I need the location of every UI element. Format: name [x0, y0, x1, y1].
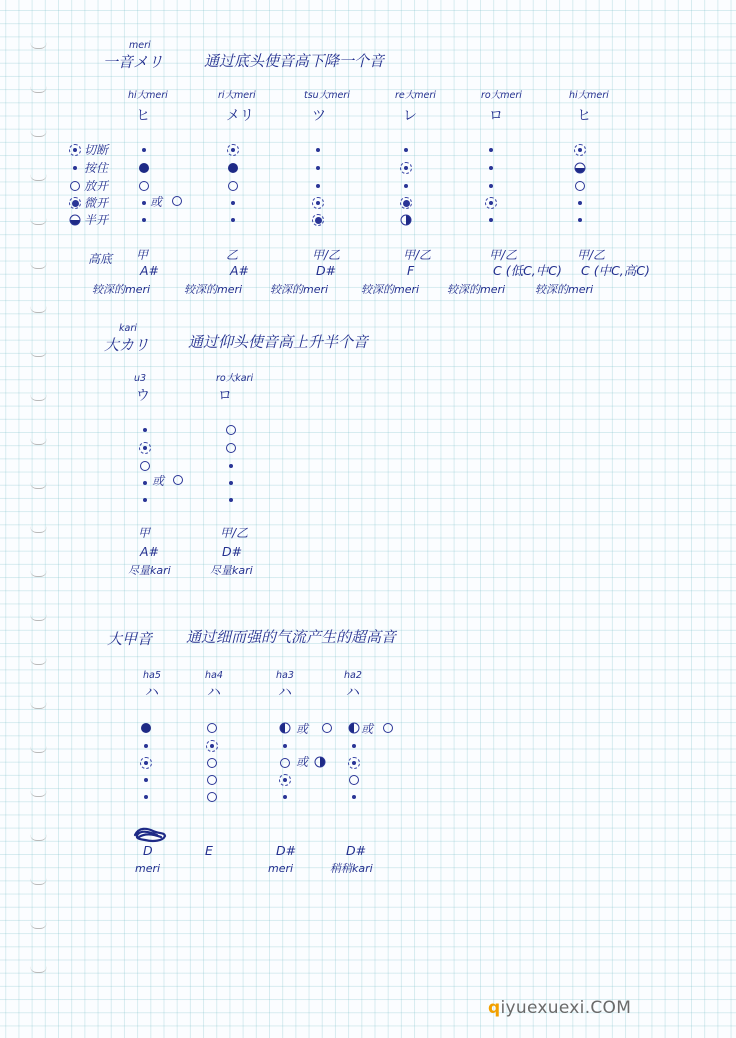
- s1-hole-mark: [228, 181, 238, 191]
- s2-col-remark: 尽量kari: [210, 564, 253, 577]
- legend-label: 按住: [84, 161, 109, 175]
- s3-hole-mark: [283, 795, 287, 799]
- s1-hole-mark: [489, 184, 493, 188]
- s3-col-romaji: ha3: [276, 670, 294, 681]
- s2-hole-mark: [140, 461, 150, 471]
- s2-hole-mark: [139, 442, 151, 454]
- watermark-q: q: [488, 998, 501, 1018]
- s3-hole-mark: [144, 778, 148, 782]
- s2-col-romaji: u3: [134, 373, 147, 384]
- s3-hole-mark: [140, 757, 152, 769]
- s3-col-kana: ハ: [346, 685, 360, 701]
- s2-description: 通过仰头使音高上升半个音: [188, 333, 369, 351]
- s2-col-note: 甲: [138, 526, 151, 540]
- s1-col-kana: ツ: [312, 108, 326, 124]
- s1-hole-mark: [400, 197, 412, 209]
- s3-hole-mark: [348, 757, 360, 769]
- s1-hole-mark: [404, 184, 408, 188]
- s1-hole-mark: [574, 144, 586, 156]
- watermark-brand: iyuexuexi: [500, 998, 585, 1018]
- s1-hole-mark: [578, 218, 582, 222]
- watermark: [488, 998, 631, 1018]
- legend-label: 微开: [84, 196, 109, 210]
- s1-col-romaji: tsu大meri: [304, 90, 350, 101]
- s1-hole-mark: [142, 148, 146, 152]
- s2-hole-mark: [229, 464, 233, 468]
- s1-hole-mark: [578, 201, 582, 205]
- s2-col-romaji: ro大kari: [216, 373, 254, 384]
- s1-col-pitch: C (中C,高C): [581, 263, 650, 278]
- s3-description: 通过细而强的气流产生的超高音: [186, 628, 397, 646]
- s1-col-note: 甲/乙: [577, 248, 606, 262]
- s3-hole-mark: [352, 795, 356, 799]
- legend-symbol-dot: [73, 166, 77, 170]
- s3-hole-mark: [279, 774, 291, 786]
- s1-hole-mark: [142, 201, 146, 205]
- s1-hole-mark: [575, 181, 585, 191]
- s1-hole-mark: [485, 197, 497, 209]
- s3-hole-mark: [207, 792, 217, 802]
- s3-hole-mark: [280, 758, 290, 768]
- s2-hole-mark: [229, 481, 233, 485]
- s3-hole-mark: [144, 795, 148, 799]
- s2-col-note: 甲/乙: [220, 526, 249, 540]
- legend-label: 切断: [84, 143, 109, 157]
- s3-hole-mark: [206, 740, 218, 752]
- s1-hole-mark: [575, 163, 586, 174]
- s1-col-kana: レ: [403, 108, 417, 124]
- s1-hole-mark: [231, 218, 235, 222]
- s1-col-note: 乙: [226, 248, 239, 262]
- s1-hole-mark: [312, 197, 324, 209]
- s3-hole-mark: [207, 775, 217, 785]
- s1-col-note: 甲: [136, 248, 149, 262]
- s3-hole-mark: [207, 723, 217, 733]
- s1-col-romaji: re大meri: [395, 90, 436, 101]
- s1-col-romaji: hi大meri: [569, 90, 609, 101]
- s3-hole-mark: [207, 758, 217, 768]
- s1-col-kana: ヒ: [136, 108, 150, 124]
- s3-col-pitch: D: [143, 843, 153, 858]
- s1-row-label: 高底: [88, 252, 113, 266]
- s1-col-remark: 较深的meri: [535, 283, 594, 296]
- s1-col-note: 甲/乙: [312, 248, 341, 262]
- s1-or-circle: [172, 196, 182, 206]
- legend-symbol-half-filled-circle: [70, 215, 81, 226]
- s1-col-pitch: D#: [316, 263, 337, 278]
- s2-hole-mark: [143, 498, 147, 502]
- s1-col-romaji: hi大meri: [128, 90, 168, 101]
- s3-col-remark: meri: [135, 862, 161, 875]
- s3-title: 大甲音: [107, 630, 153, 648]
- s1-hole-mark: [142, 218, 146, 222]
- s3-hole-mark: [144, 744, 148, 748]
- s1-hole-mark: [489, 218, 493, 222]
- s2-col-kana: ウ: [136, 388, 150, 404]
- legend-symbol-dashed-circle: [69, 144, 81, 156]
- s2-hole-mark: [229, 498, 233, 502]
- s1-hole-mark: [404, 148, 408, 152]
- s1-description: 通过底头使音高下降一个音: [204, 52, 385, 70]
- s2-col-kana: ロ: [218, 388, 232, 404]
- s2-hole-mark: [226, 425, 236, 435]
- s3-or-text-a: 或: [296, 722, 309, 736]
- s2-annotation: kari: [119, 323, 137, 334]
- s1-hole-mark: [316, 148, 320, 152]
- s1-hole-mark: [316, 184, 320, 188]
- s1-hole-mark: [312, 214, 324, 226]
- s1-hole-mark: [231, 201, 235, 205]
- s3-hole-mark: [283, 744, 287, 748]
- s3-hole-mark: [352, 744, 356, 748]
- s1-col-pitch: A#: [140, 263, 160, 278]
- s3-or-text-c: 或: [296, 755, 309, 769]
- s3-col-pitch: E: [205, 843, 213, 858]
- s1-col-kana: メリ: [226, 108, 254, 124]
- s1-hole-mark: [489, 166, 493, 170]
- s3-or-text-b: 或: [361, 722, 374, 736]
- s1-col-remark: 较深的meri: [92, 283, 151, 296]
- s2-title: 大カリ: [104, 336, 150, 354]
- s1-hole-mark: [400, 162, 412, 174]
- s2-or-circle: [173, 475, 183, 485]
- s3-or-circle-a: [322, 723, 332, 733]
- s1-hole-mark: [489, 148, 493, 152]
- s3-hole-mark: [141, 723, 151, 733]
- legend-label: 半开: [84, 213, 109, 227]
- s1-col-pitch: F: [407, 263, 415, 278]
- s3-hole-mark: [349, 723, 360, 734]
- s1-col-kana: ヒ: [577, 108, 591, 124]
- s1-col-remark: 较深的meri: [447, 283, 506, 296]
- s2-hole-mark: [226, 443, 236, 453]
- s1-col-remark: 较深的meri: [270, 283, 329, 296]
- legend-label: 放开: [84, 179, 109, 193]
- s3-col-pitch: D#: [346, 843, 367, 858]
- s1-col-kana: ロ: [489, 108, 503, 124]
- s1-col-romaji: ro大meri: [481, 90, 522, 101]
- s1-col-remark: 较深的meri: [184, 283, 243, 296]
- s1-col-pitch: C (低C,中C): [493, 263, 562, 278]
- s1-col-note: 甲/乙: [489, 248, 518, 262]
- s2-col-pitch: A#: [140, 544, 160, 559]
- s1-col-romaji: ri大meri: [218, 90, 256, 101]
- legend-symbol-open-circle: [70, 181, 80, 191]
- s3-col-kana: ハ: [207, 685, 221, 701]
- s1-col-remark: 较深的meri: [361, 283, 420, 296]
- s1-hole-mark: [316, 166, 320, 170]
- s1-hole-mark: [139, 163, 149, 173]
- s3-col-romaji: ha5: [143, 670, 161, 681]
- s1-col-pitch: A#: [230, 263, 250, 278]
- s2-col-remark: 尽量kari: [128, 564, 171, 577]
- scribble-mark: [133, 826, 167, 844]
- s1-hole-mark: [228, 163, 238, 173]
- s3-col-remark: 稍稍kari: [330, 862, 373, 875]
- s2-hole-mark: [143, 428, 147, 432]
- s1-col-note: 甲/乙: [403, 248, 432, 262]
- s3-col-romaji: ha4: [205, 670, 223, 681]
- s1-annotation: meri: [129, 40, 151, 51]
- s3-col-kana: ハ: [278, 685, 292, 701]
- legend-symbol-dashed-filled-circle: [69, 197, 81, 209]
- s3-or-half: [315, 757, 326, 768]
- watermark-domain: .COM: [584, 998, 632, 1018]
- s3-col-pitch: D#: [276, 843, 297, 858]
- s3-col-kana: ハ: [145, 685, 159, 701]
- s2-or-text: 或: [152, 474, 165, 488]
- s1-hole-mark: [227, 144, 239, 156]
- s1-title: 一音メリ: [103, 53, 164, 71]
- s3-hole-mark: [349, 775, 359, 785]
- s3-hole-mark: [280, 723, 291, 734]
- s1-hole-mark: [139, 181, 149, 191]
- s3-col-romaji: ha2: [344, 670, 362, 681]
- s1-or-text: 或: [150, 195, 163, 209]
- s3-or-circle-b: [383, 723, 393, 733]
- s1-hole-mark: [401, 215, 412, 226]
- s3-col-remark: meri: [268, 862, 294, 875]
- s2-col-pitch: D#: [222, 544, 243, 559]
- s2-hole-mark: [143, 481, 147, 485]
